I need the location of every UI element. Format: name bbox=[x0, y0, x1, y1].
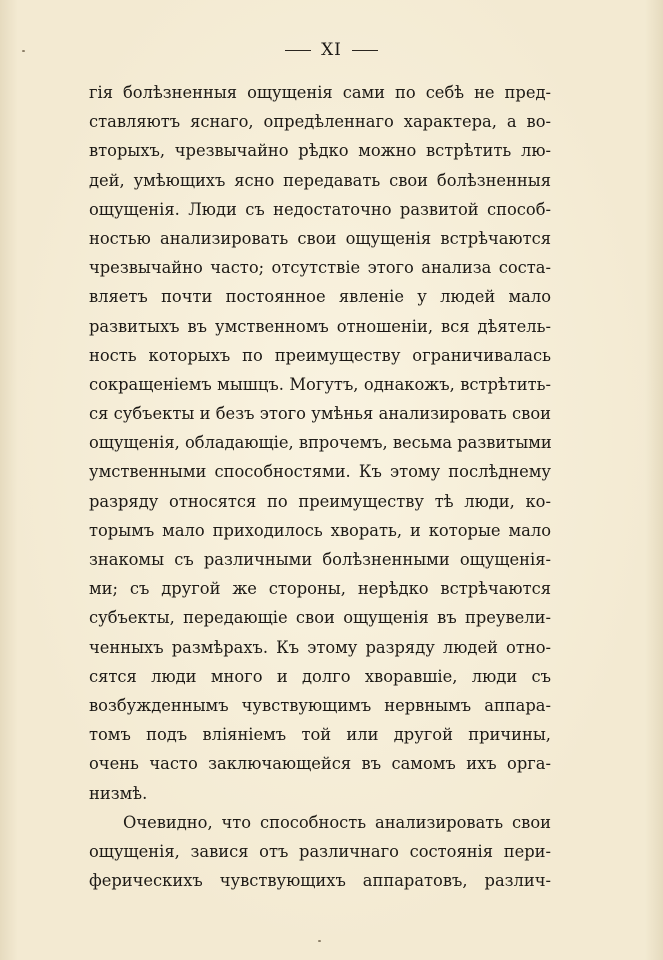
text-line: ферическихъ чувствующихъ аппаратовъ, различ- bbox=[89, 871, 551, 891]
text-line: субъекты, передающіе свои ощущенія въ преувели- bbox=[89, 608, 551, 628]
text-line: ченныхъ размѣрахъ. Къ этому разряду людей отно- bbox=[89, 637, 551, 657]
text-line: ся субъекты и безъ этого умѣнья анализировать свои bbox=[89, 404, 551, 424]
text-line: ощущенія, обладающіе, впрочемъ, весьма развитыми bbox=[89, 433, 552, 453]
body-text bbox=[89, 78, 551, 895]
text-line: вторыхъ, чрезвычайно рѣдко можно встрѣтить лю- bbox=[89, 141, 551, 161]
text-line: развитыхъ въ умственномъ отношеніи, вся дѣятель- bbox=[89, 316, 551, 336]
header-dash-left bbox=[285, 50, 311, 51]
text-line: торымъ мало приходилось хворать, и которые мало bbox=[89, 520, 551, 540]
text-line: ми; съ другой же стороны, нерѣдко встрѣчаются bbox=[89, 579, 551, 599]
text-line: ность которыхъ по преимуществу ограничивалась bbox=[89, 345, 551, 365]
text-line: ностью анализировать свои ощущенія встрѣчаются bbox=[89, 228, 551, 248]
text-line: сятся люди много и долго хворавшіе, люди съ bbox=[89, 666, 551, 686]
page-header bbox=[0, 40, 663, 60]
text-line: сокращеніемъ мышцъ. Могутъ, однакожъ, встрѣтить- bbox=[89, 374, 551, 394]
text-line: вляетъ почти постоянное явленіе у людей мало bbox=[89, 287, 551, 307]
text-line: томъ подъ вліяніемъ той или другой причины, bbox=[89, 725, 551, 745]
text-line: возбужденнымъ чувствующимъ нервнымъ аппара- bbox=[89, 695, 551, 715]
paper-speck bbox=[22, 50, 25, 52]
page-number: XI bbox=[321, 40, 342, 60]
text-line: ставляютъ яснаго, опредѣленнаго характера, а во- bbox=[89, 112, 551, 132]
text-line: чрезвычайно часто; отсутствіе этого анализа соста- bbox=[89, 258, 551, 278]
paragraph-start-line: Очевидно, что способность анализировать свои bbox=[123, 812, 551, 832]
text-line: ощущенія, завися отъ различнаго состоянія пери- bbox=[89, 841, 551, 861]
text-line: гія болѣзненныя ощущенія сами по себѣ не пред- bbox=[89, 83, 551, 102]
text-line: очень часто заключающейся въ самомъ ихъ орга- bbox=[89, 754, 551, 774]
header-dash-right bbox=[352, 50, 378, 51]
paper-speck bbox=[318, 940, 321, 942]
text-line: дей, умѣющихъ ясно передавать свои болѣзненныя bbox=[89, 170, 551, 190]
text-line: умственными способностями. Къ этому послѣднему bbox=[89, 462, 551, 482]
text-line: низмѣ. bbox=[89, 783, 148, 803]
text-line: ощущенія. Люди съ недостаточно развитой способ- bbox=[89, 199, 551, 219]
text-line: знакомы съ различными болѣзненными ощущенія- bbox=[89, 550, 551, 569]
text-line: разряду относятся по преимуществу тѣ люди, ко- bbox=[89, 491, 551, 511]
